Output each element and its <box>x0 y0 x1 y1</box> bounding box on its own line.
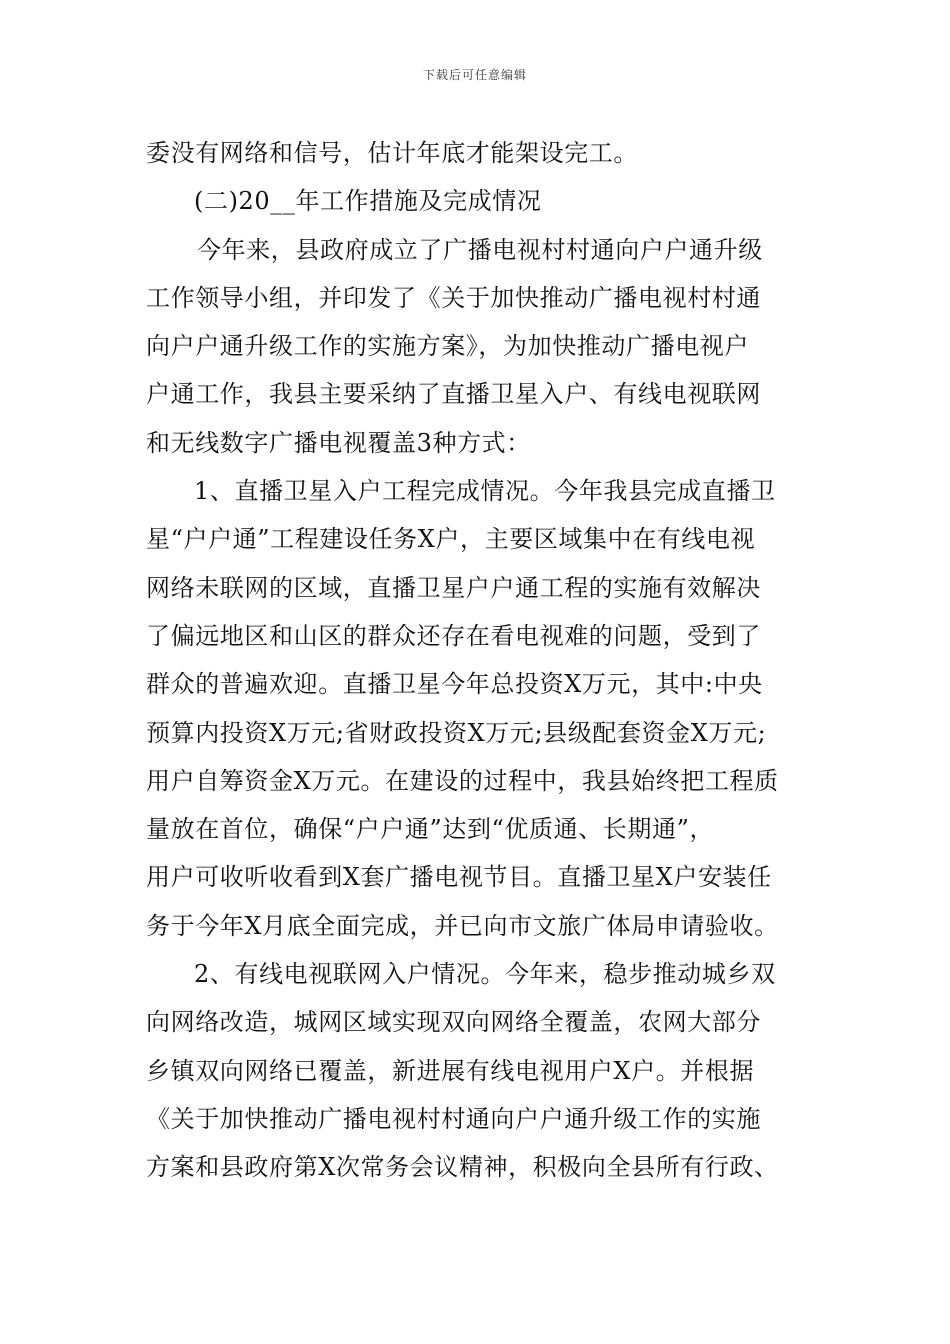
text-line: 用户可收听收看到X套广播电视节目。直播卫星X户安装任 <box>146 863 772 892</box>
text-line: 向网络改造，城网区域实现双向网络全覆盖，农网大部分 <box>146 1008 761 1037</box>
text-line: 方案和县政府第X次常务会议精神，积极向全县所有行政、 <box>146 1153 779 1182</box>
text-line: 2、有线电视联网入户情况。今年来，稳步推动城乡双 <box>194 960 776 989</box>
text-line: 工作领导小组，并印发了《关于加快推动广播电视村村通 <box>146 283 761 312</box>
page-header: 下载后可任意编辑 <box>422 68 527 82</box>
text-line: 今年来，县政府成立了广播电视村村通向户户通升级 <box>197 235 763 264</box>
text-line: 户通工作，我县主要采纳了直播卫星入户、有线电视联网 <box>146 380 761 409</box>
text-line: 群众的普遍欢迎。直播卫星今年总投资X万元，其中:中央 <box>146 670 763 699</box>
text-line: 务于今年X月底全面完成，并已向市文旅广体局申请验收。 <box>146 911 779 940</box>
text-line: 向户户通升级工作的实施方案》，为加快推动广播电视户 <box>146 332 749 361</box>
text-line: 《关于加快推动广播电视村村通向户户通升级工作的实施 <box>146 1104 761 1133</box>
text-line: 和无线数字广播电视覆盖3种方式： <box>146 428 531 457</box>
text-line: 了偏远地区和山区的群众还存在看电视难的问题，受到了 <box>146 621 761 650</box>
text-line: 1、直播卫星入户工程完成情况。今年我县完成直播卫 <box>194 477 776 506</box>
text-line: 委没有网络和信号，估计年底才能架设完工。 <box>146 139 638 167</box>
text-line: 网络未联网的区域，直播卫星户户通工程的实施有效解决 <box>146 573 761 602</box>
text-line: 用户自筹资金X万元。在建设的过程中，我县始终把工程质 <box>146 766 779 795</box>
text-line: 量放在首位，确保“户户通”达到“优质通、长期通”， <box>146 815 715 844</box>
section-heading: (二)20__年工作措施及完成情况 <box>194 187 542 216</box>
body-text <box>146 129 810 1192</box>
text-line: 乡镇双向网络已覆盖，新进展有线电视用户X户。并根据 <box>146 1056 755 1085</box>
text-line: 预算内投资X万元;省财政投资X万元;县级配套资金X万元; <box>146 718 767 747</box>
text-line: 星“户户通”工程建设任务X户，主要区域集中在有线电视 <box>146 525 756 554</box>
